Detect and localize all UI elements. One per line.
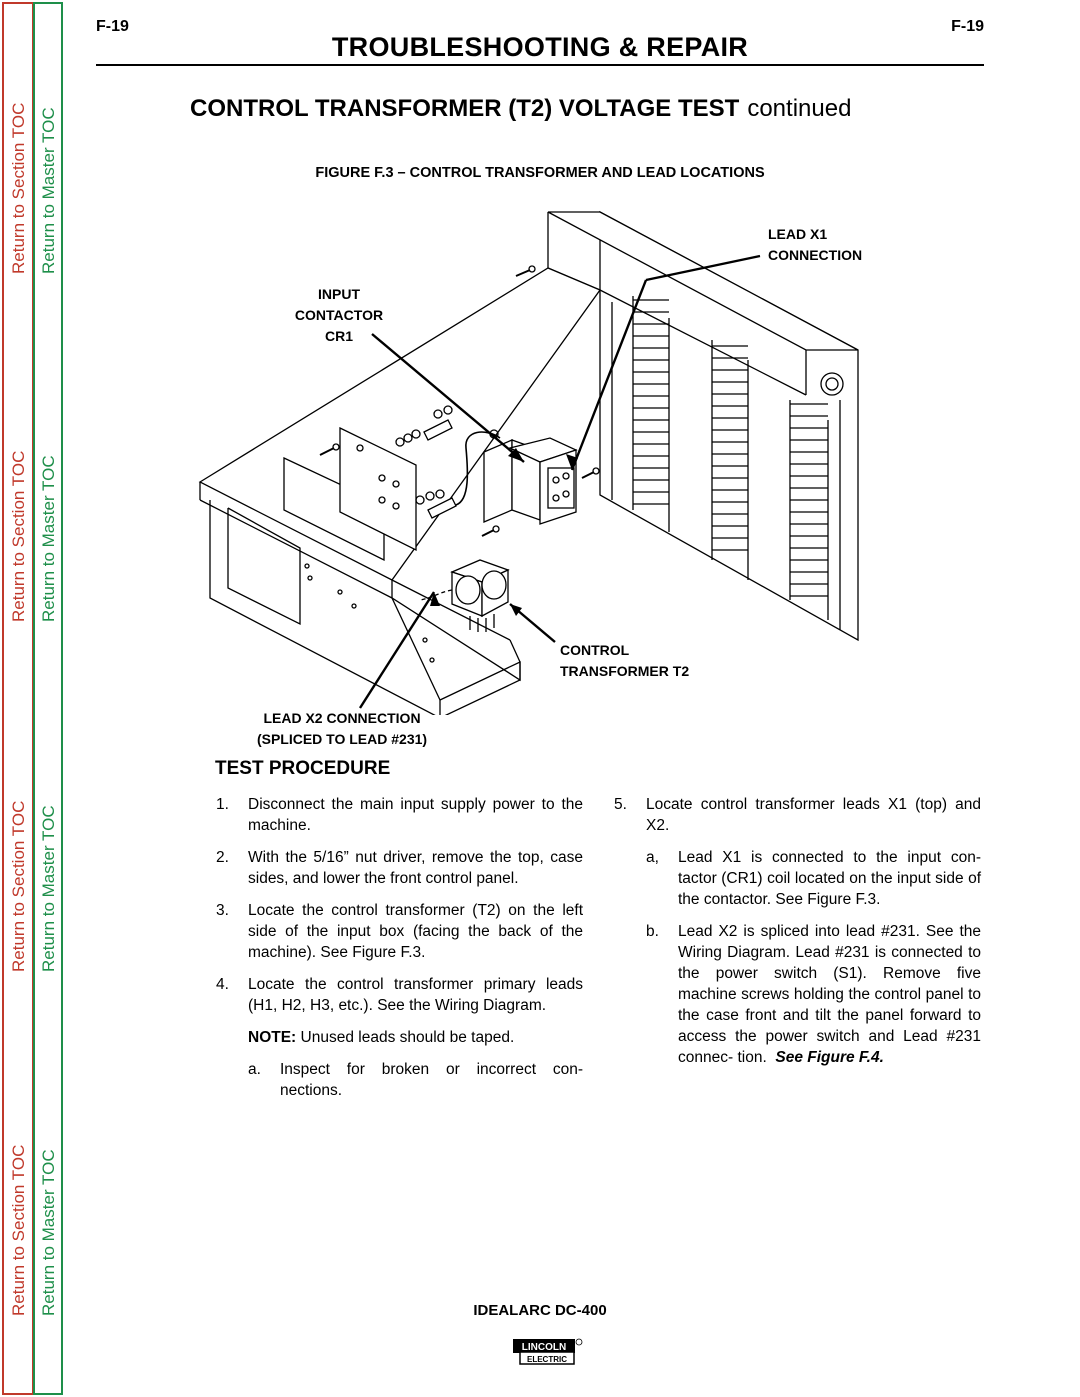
note [216,1027,583,1048]
page-number-left: F-19 [96,18,129,35]
section-title: CONTROL TRANSFORMER (T2) VOLTAGE TEST [190,95,740,122]
return-to-section-toc-link[interactable]: Return to Section TOC [9,1144,28,1316]
note-label: NOTE: [248,1029,297,1046]
step-number: 5. [614,796,627,813]
step-number: b. [646,923,659,940]
step-4 [216,974,583,1016]
return-to-section-toc-link[interactable]: Return to Section TOC [9,102,28,274]
return-to-section-toc-link[interactable]: Return to Section TOC [9,800,28,972]
page-number-right: F-19 [951,18,984,35]
case-back-panel [548,212,858,640]
callout-lead-x2: LEAD X2 CONNECTION (SPLICED TO LEAD #231) [256,710,428,747]
lincoln-electric-logo [512,1338,584,1366]
section-heading [190,95,851,123]
test-procedure-heading: TEST PROCEDURE [215,758,391,779]
step-text: Locate control transformer leads X1 (top) and X2. [646,796,981,834]
step-text: With the 5/16” nut driver, remove the top, case sides, and lower the front control panel. [248,849,583,887]
step-text: Locate the control transformer (T2) on the left side of the input box (facing the back of the machine). See Figure F.3. [248,902,583,961]
step-5b-text: Lead X2 is spliced into lead #231. See the Wiring Diagram. Lead #231 is connected to the power switch (S1). Remove five machine screws holding the control panel to the case front and tilt the panel forward to access the power switch and Lead #231 connec- tion. [678,923,981,1066]
control-transformer-diagram [190,195,890,715]
master-toc-bar [33,2,63,1395]
callout-control-transformer: CONTROL TRANSFORMER T2 [560,642,690,679]
step-number: 4. [216,976,229,993]
return-to-master-toc-link[interactable]: Return to Master TOC [39,455,58,622]
note-text: Unused leads should be taped. [300,1029,515,1046]
step-number: 1. [216,796,229,813]
return-to-master-toc-link[interactable]: Return to Master TOC [39,107,58,274]
step-number: a. [248,1061,261,1078]
step-5a [614,847,981,910]
logo-top-text: LINCOLN [521,1342,567,1353]
step-4a [216,1059,583,1101]
step-5 [614,794,981,836]
step-text: Locate the control transformer primary leads (H1, H2, H3, etc.). See the Wiring Diagram. [248,976,583,1014]
step-2 [216,847,583,889]
title-rule [96,64,984,66]
step-3 [216,900,583,963]
page-title: TROUBLESHOOTING & REPAIR [331,32,749,62]
procedure-right-column [614,794,981,1079]
step-text: Disconnect the main input supply power to the machine. [248,796,583,834]
step-text: Lead X1 is connected to the input con- tactor (CR1) coil located on the input side of the contactor. See Figure F.3. [678,849,981,908]
step-text [614,921,981,1068]
step-number: 2. [216,849,229,866]
return-to-master-toc-link[interactable]: Return to Master TOC [39,1149,58,1316]
return-to-section-toc-link[interactable]: Return to Section TOC [9,450,28,622]
footer-model-name: IDEALARC DC-400 [473,1302,607,1319]
section-toc-bar [2,2,34,1395]
step-5b [614,921,981,1068]
callout-lead-x1: LEAD X1 CONNECTION [768,226,863,263]
see-figure-f4-link[interactable]: See Figure F.4. [775,1049,884,1066]
step-text: Inspect for broken or incorrect con- nections. [280,1061,583,1099]
callout-input-contactor: INPUT CONTACTOR CR1 [294,286,384,344]
return-to-master-toc-link[interactable]: Return to Master TOC [39,805,58,972]
figure-caption: FIGURE F.3 – CONTROL TRANSFORMER AND LEAD LOCATIONS [315,165,765,181]
input-contactor [484,438,576,524]
logo-bottom-text: ELECTRIC [527,1355,567,1364]
procedure-left-column [216,794,583,1112]
step-1 [216,794,583,836]
step-number: 3. [216,902,229,919]
step-number: a, [646,849,659,866]
continued-label: continued [747,95,852,122]
